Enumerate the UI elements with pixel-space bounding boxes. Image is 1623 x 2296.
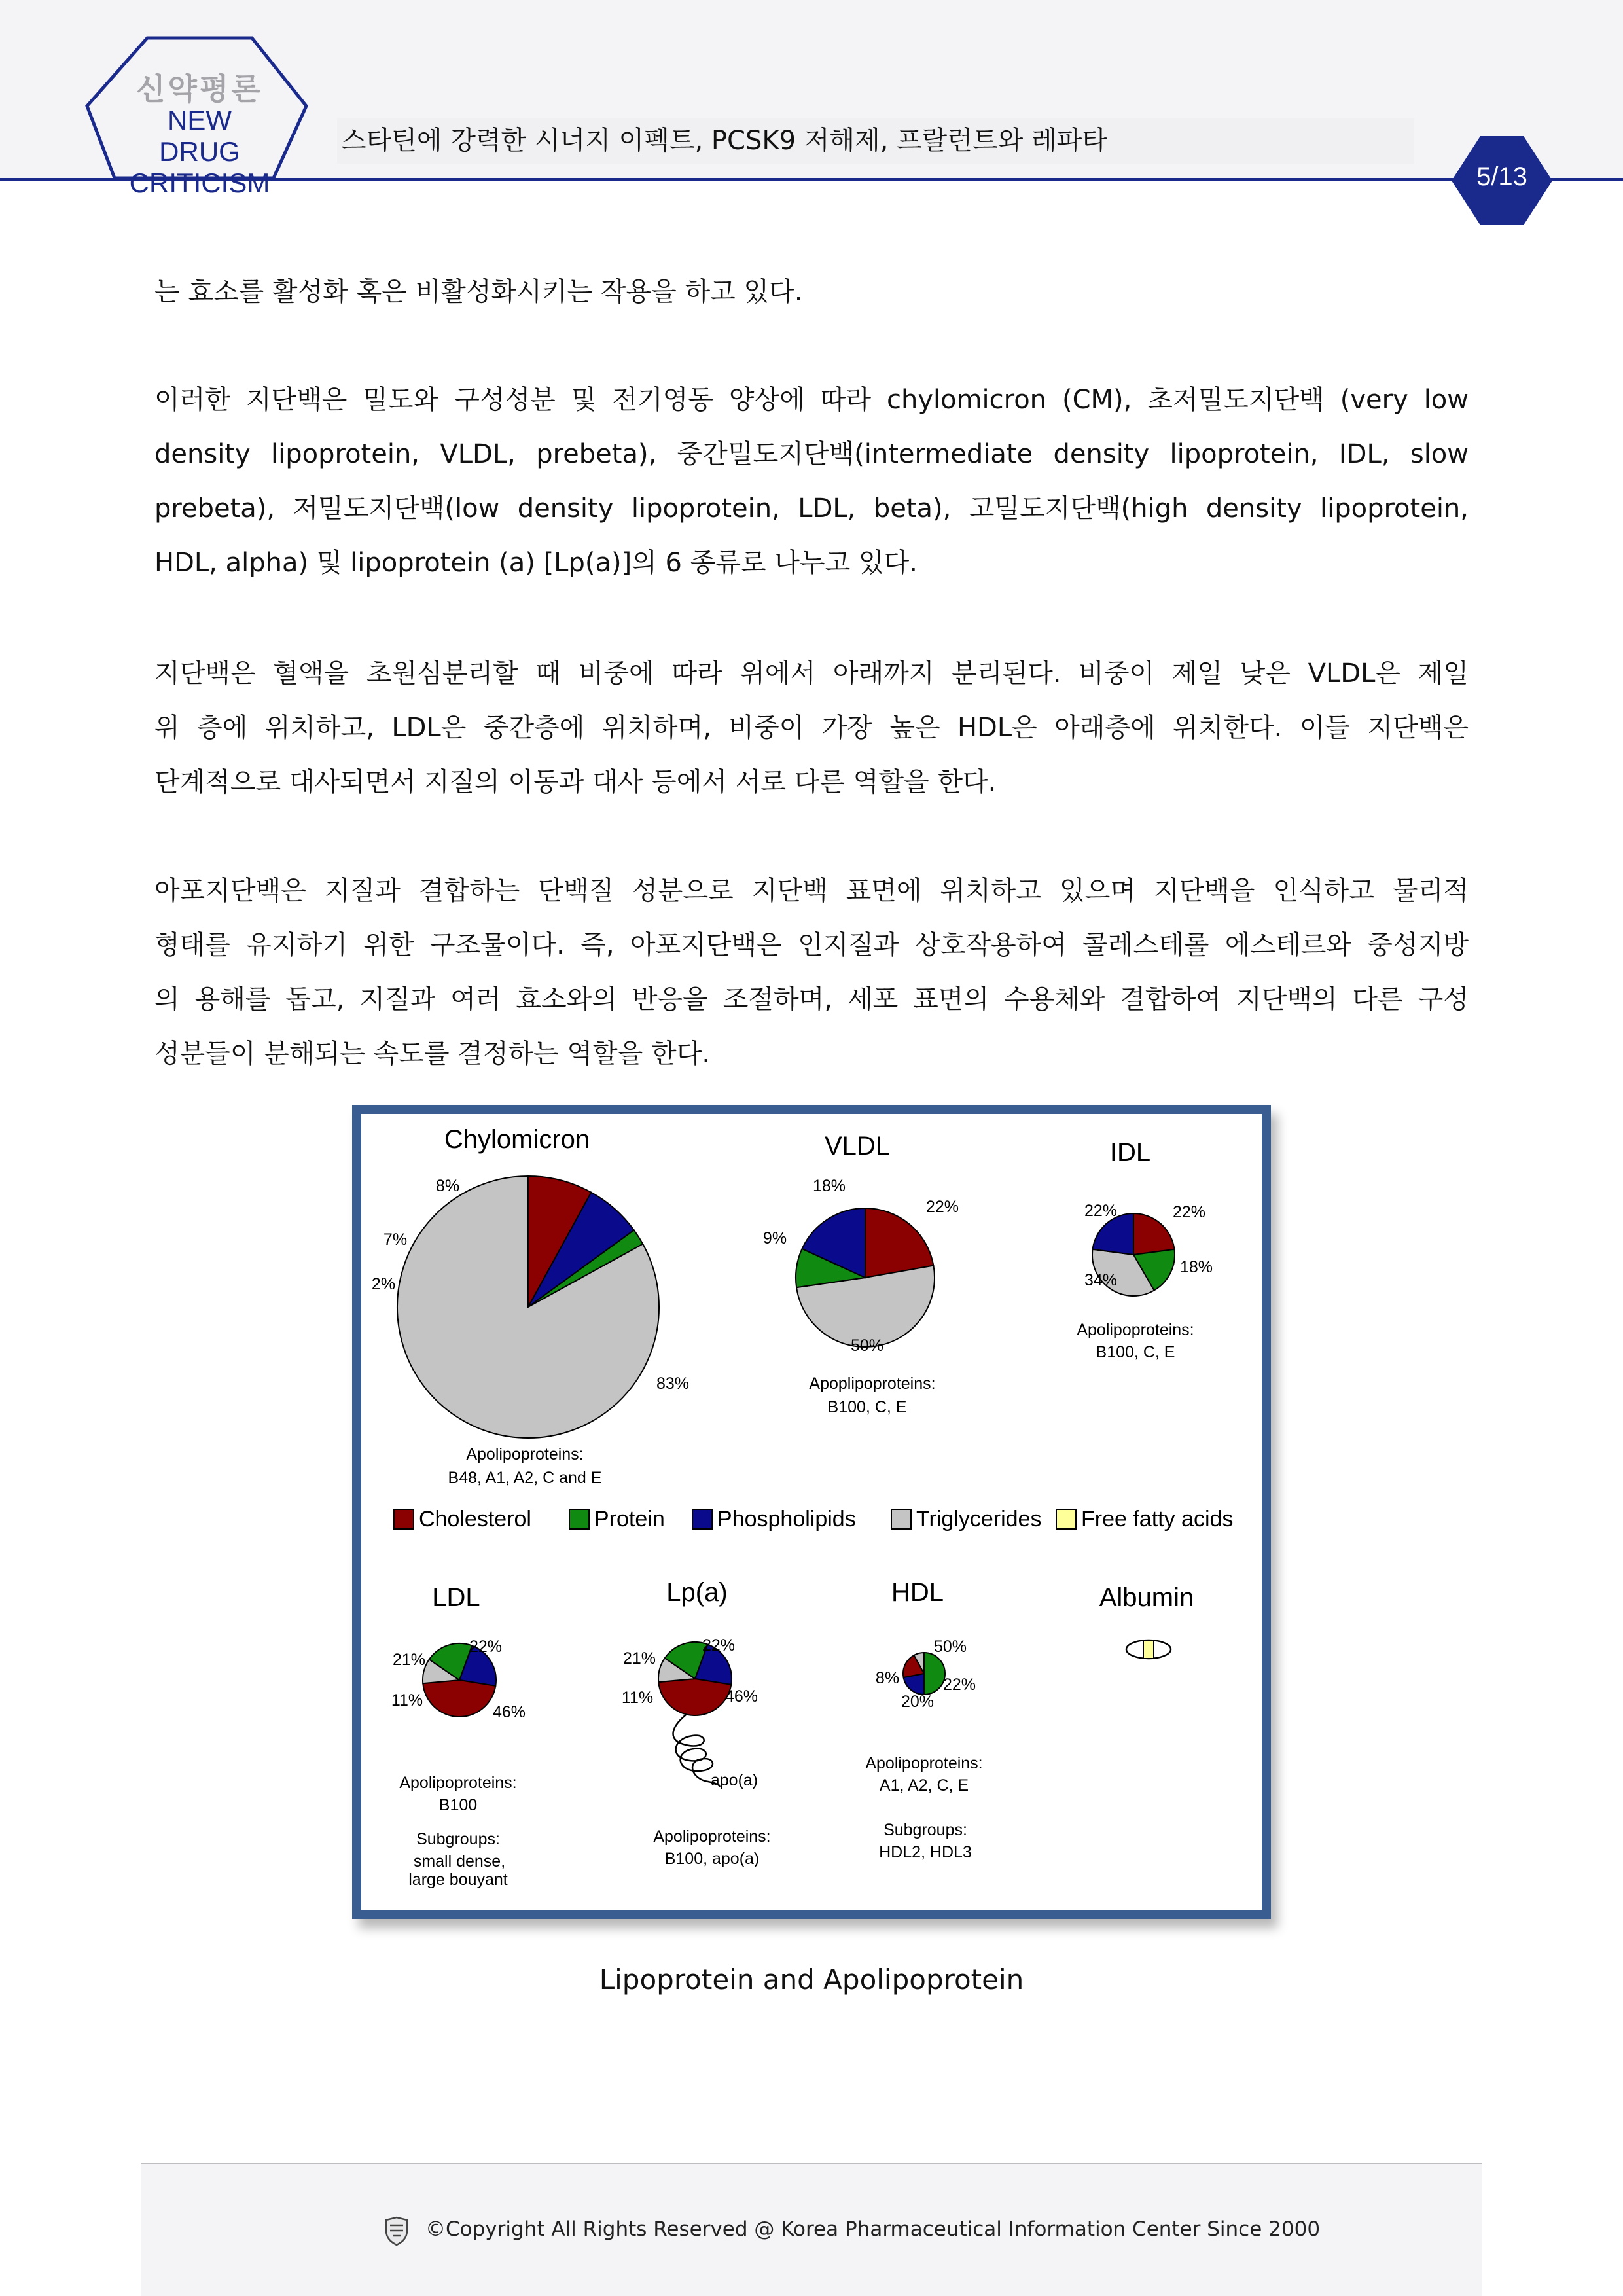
paragraph-4-line-4: 성분들이 분해되는 속도를 결정하는 역할을 한다. [154, 1039, 711, 1069]
apo-value-chylomicron: B48, A1, A2, C and E [448, 1469, 602, 1487]
figure-caption: Lipoprotein and Apolipoprotein [599, 1964, 1024, 1996]
paragraph-2-line-3: prebeta), 저밀도지단백(low density lipoprotein, LDL, beta), 고밀도지단백(high density lipoprotein, [154, 493, 1469, 524]
title-albumin: Albumin [1099, 1583, 1194, 1612]
apo-label-ldl: Apolipoproteins: [399, 1774, 517, 1792]
label-ldl-protein: 21% [392, 1651, 426, 1669]
legend-swatch-phospholipids [692, 1509, 712, 1529]
brand-korean: 신약평론 [136, 71, 263, 107]
label-vldl-triglycerides: 50% [850, 1336, 884, 1355]
apo-value-lpa: B100, apo(a) [664, 1850, 760, 1868]
label-lpa-phospholipids: 22% [702, 1636, 736, 1655]
label-hdl-protein: 50% [933, 1638, 967, 1656]
label-vldl-cholesterol: 22% [925, 1198, 959, 1216]
paragraph-4-line-2: 형태를 유지하기 위한 구조물이다. 즉, 아포지단백은 인지질과 상호작용하여 콜레스테롤 에스테르와 중성지방 [154, 930, 1469, 960]
albumin-shape [1126, 1640, 1171, 1659]
label-ldl-cholesterol: 46% [492, 1703, 526, 1721]
lipoprotein-figure [352, 1105, 1271, 1919]
slice-hdl-protein [924, 1653, 945, 1695]
legend-label-phospholipids: Phospholipids [717, 1507, 856, 1532]
title-ldl: LDL [432, 1583, 480, 1612]
brand-english [124, 105, 275, 199]
title-idl: IDL [1109, 1138, 1151, 1167]
page-number: 5/13 [1476, 162, 1527, 191]
document-title: 스타틴에 강력한 시너지 이펙트, PCSK9 저해제, 프랄런트와 레파타 [337, 118, 1414, 164]
title-lpa: Lp(a) [666, 1578, 728, 1607]
apo-label-hdl: Apolipoproteins: [865, 1754, 983, 1772]
subgroup-label-ldl: Subgroups: [416, 1830, 500, 1848]
label-hdl-phospholipids: 22% [942, 1676, 976, 1694]
brand-english-line2: CRITICISM [129, 168, 270, 198]
legend-label-cholesterol: Cholesterol [419, 1507, 531, 1532]
paragraph-1-line-1: 는 효소를 활성화 혹은 비활성화시키는 작용을 하고 있다. [154, 277, 803, 307]
apo-label-chylomicron: Apolipoproteins: [466, 1445, 584, 1463]
label-chylo-triglycerides: 83% [656, 1374, 690, 1393]
title-hdl: HDL [891, 1578, 944, 1607]
legend-swatch-cholesterol [394, 1509, 414, 1529]
paragraph-2-line-2: density lipoprotein, VLDL, prebeta), 중간밀도지단백(intermediate density lipoprotein, IDL, slow [154, 439, 1469, 469]
label-vldl-protein: 9% [762, 1229, 787, 1247]
paragraph-4-line-3: 의 용해를 돕고, 지질과 여러 효소와의 반응을 조절하며, 세포 표면의 수용체와 결합하여 지단백의 다른 구성 [154, 984, 1469, 1014]
apo-value-ldl: B100 [438, 1796, 478, 1814]
paragraph-4-line-1: 아포지단백은 지질과 결합하는 단백질 성분으로 지단백 표면에 위치하고 있으며 지단백을 인식하고 물리적 [154, 876, 1469, 906]
legend-label-triglycerides: Triglycerides [916, 1507, 1042, 1532]
subgroup-value-hdl: HDL2, HDL3 [879, 1843, 972, 1861]
footer-copyright: ©Copyright All Rights Reserved @ Korea Pharmaceutical Information Center Since 2000 [425, 2217, 1321, 2241]
label-chylo-protein: 2% [371, 1275, 396, 1293]
label-lpa-protein: 21% [622, 1649, 656, 1668]
legend-swatch-triglycerides [891, 1509, 911, 1529]
apo-label-vldl: Apoplipoproteins: [809, 1374, 936, 1393]
label-chylo-phospholipids: 7% [383, 1230, 408, 1249]
pie-vldl [796, 1208, 935, 1347]
pie-hdl [903, 1653, 945, 1695]
slice-idl-cholesterol [1133, 1213, 1174, 1255]
label-idl-cholesterol: 22% [1172, 1203, 1206, 1221]
pie-chylomicron [397, 1176, 659, 1438]
paragraph-3-line-1: 지단백은 혈액을 초원심분리할 때 비중에 따라 위에서 아래까지 분리된다. 비중이 제일 낮은 VLDL은 제일 [154, 658, 1469, 689]
legend-label-free-fatty-acids: Free fatty acids [1081, 1507, 1234, 1532]
subgroup-value-ldl-1: small dense, [413, 1852, 506, 1871]
title-chylomicron: Chylomicron [444, 1125, 590, 1154]
legend-label-protein: Protein [594, 1507, 665, 1532]
label-hdl-cholesterol: 20% [901, 1693, 935, 1711]
legend-swatch-free-fatty-acids [1056, 1509, 1076, 1529]
legend-swatch-protein [569, 1509, 589, 1529]
footer-rule [141, 2163, 1482, 2164]
paragraph-2-line-1: 이러한 지단백은 밀도와 구성성분 및 전기영동 양상에 따라 chylomicron (CM), 초저밀도지단백 (very low [154, 385, 1469, 415]
label-ldl-phospholipids: 22% [469, 1638, 503, 1656]
label-vldl-phospholipids: 18% [812, 1177, 846, 1195]
label-idl-phospholipids: 22% [1084, 1202, 1118, 1220]
legend [394, 1507, 1233, 1532]
subgroup-label-hdl: Subgroups: [883, 1821, 967, 1839]
shield-crest-icon [383, 2216, 410, 2246]
brand-english-line1: NEW DRUG [159, 105, 240, 167]
apo-label-idl: Apolipoproteins: [1077, 1321, 1194, 1339]
paragraph-3-line-3: 단계적으로 대사되면서 지질의 이동과 대사 등에서 서로 다른 역할을 한다. [154, 767, 997, 797]
slice-lpa-cholesterol [658, 1679, 731, 1715]
label-idl-triglycerides: 34% [1084, 1271, 1118, 1289]
slice-ldl-cholesterol [423, 1680, 495, 1717]
paragraph-3-line-2: 위 층에 위치하고, LDL은 중간층에 위치하며, 비중이 가장 높은 HDL은 아래층에 위치한다. 이들 지단백은 [154, 713, 1469, 743]
apo-value-hdl: A1, A2, C, E [879, 1776, 969, 1795]
label-idl-protein: 18% [1179, 1258, 1213, 1276]
label-lpa-cholesterol: 46% [724, 1687, 758, 1706]
apo-tail-label-lpa: apo(a) [710, 1771, 758, 1789]
apo-label-lpa: Apolipoproteins: [653, 1827, 771, 1846]
lipoprotein-diagram [361, 1114, 1262, 1910]
apo-value-idl: B100, C, E [1096, 1343, 1175, 1361]
apo-value-vldl: B100, C, E [827, 1398, 907, 1416]
label-ldl-triglycerides: 11% [391, 1691, 423, 1710]
title-vldl: VLDL [824, 1132, 891, 1160]
subgroup-value-ldl-2: large bouyant [408, 1871, 508, 1889]
label-hdl-triglycerides: 8% [875, 1669, 900, 1687]
label-chylo-cholesterol: 8% [435, 1177, 460, 1195]
label-lpa-triglycerides: 11% [621, 1689, 654, 1707]
paragraph-2-line-4: HDL, alpha) 및 lipoprotein (a) [Lp(a)]의 6 종류로 나누고 있다. [154, 548, 918, 578]
